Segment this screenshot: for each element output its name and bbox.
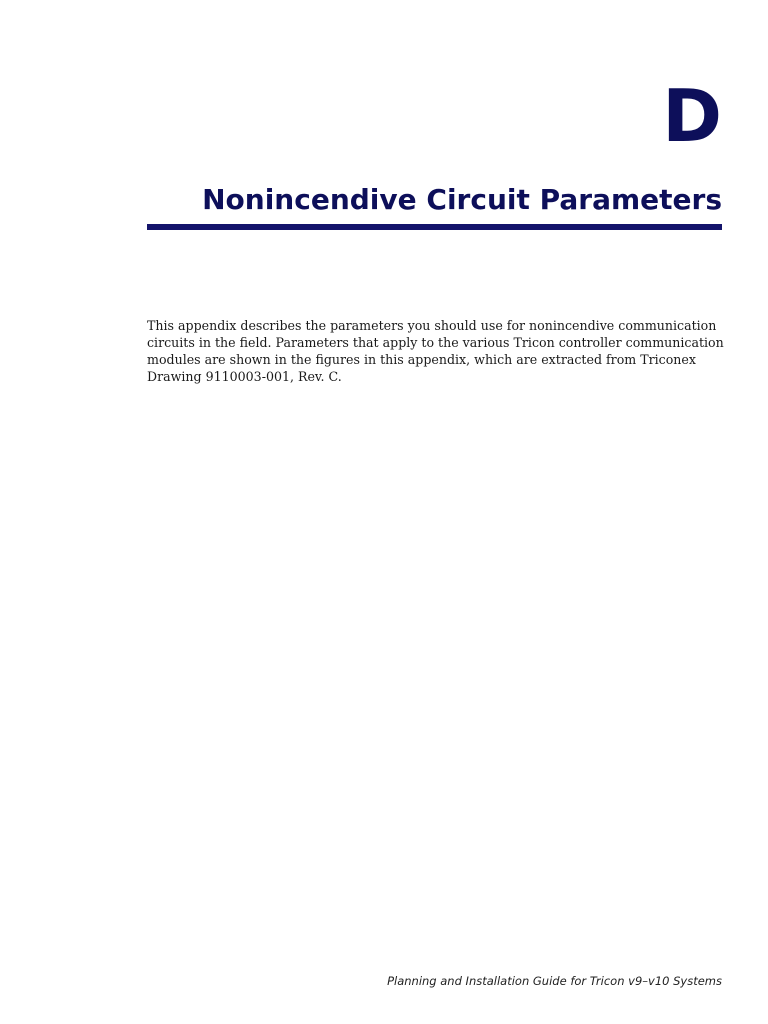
page-footer-title: Planning and Installation Guide for Tricon v9–v10 Systems — [387, 974, 722, 988]
title-divider — [147, 224, 722, 230]
page-title: Nonincendive Circuit Parameters — [202, 183, 722, 216]
intro-paragraph: This appendix describes the parameters you should use for nonincendive communication circuits in the field. Parameters that apply to the various Tricon controller communication modules are shown in the figures in this appendix, which are extracted from Triconex Drawing 9110003-001, Rev. C. — [147, 318, 724, 384]
appendix-letter: D — [662, 74, 722, 158]
